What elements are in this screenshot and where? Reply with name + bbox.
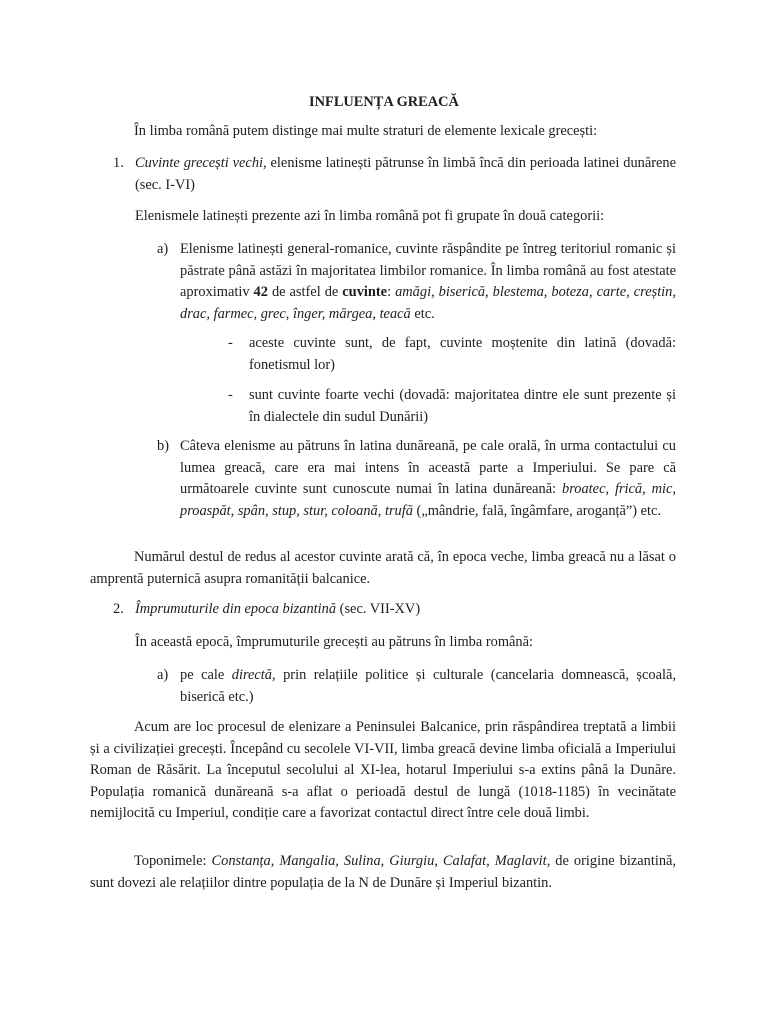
item-a-word: cuvinte — [342, 284, 388, 300]
item-a-count: 42 — [253, 284, 268, 300]
section-1-conclusion: Numărul destul de redus al acestor cuvinte arată că, în epoca veche, limba greacă nu a lăsat o amprentă puternică asupra romanității balcanice. — [90, 549, 676, 587]
section-2-item-a-emph: directă — [231, 667, 272, 683]
item-b-label: b) — [157, 438, 169, 454]
section-2-item-a-paragraph — [180, 665, 676, 708]
item-b-paragraph — [180, 436, 676, 522]
section-2-item-a-label: a) — [157, 667, 169, 683]
bullet-2-dash: - — [228, 387, 233, 403]
section-2-intro: În această epocă, împrumuturile grecești au pătruns în limba română: — [135, 634, 533, 650]
item-a-examples: amăgi, biserică, blestema, boteza, carte, creștin, drac, farmec, grec, înger, mărgea, teacă — [180, 284, 676, 322]
item-a-etc: etc. — [410, 305, 435, 322]
bullet-1-dash: - — [228, 335, 233, 351]
toponyms-paragraph — [90, 851, 676, 894]
section-2-body-paragraph: Acum are loc procesul de elenizare a Peninsulei Balcanice, prin răspândirea treptată a limbii și a civilizației grecești. Începând cu secolele VI-VII, limba greacă devine limba oficială a Imperiului Roman de Răsărit. La începutul secolului al XI-lea, hotarul Imperiului s-a extins până la Dunăre. Populația romanică dunăreană s-a aflat o perioadă destul de lungă (1018-1185) în vecinătate nemijlocită cu Imperiul, condiție care a favorizat contactul direct între cele două limbi. — [90, 719, 676, 821]
toponyms-text: , de origine bizantină, sunt dovezi ale relațiilor dintre populația de la N de Dunăre și Imperiul bizantin. — [90, 853, 677, 891]
toponyms-list: Constanța, Mangalia, Sulina, Giurgiu, Calafat, Maglavit — [211, 853, 547, 869]
section-2-number: 2. — [113, 601, 124, 617]
section-1-heading: Cuvinte grecești vechi — [135, 155, 264, 171]
page-title: INFLUENȚA GREACĂ — [309, 94, 459, 110]
section-1-number: 1. — [113, 155, 124, 171]
item-b-text: Câteva elenisme au pătruns în latina dunăreană, pe cale orală, în urma contactului cu lumea greacă, care era mai intens în această parte a Imperiului. Se pare că următoarele cuvinte sunt cunoscute numai în latina dunăreană: — [180, 438, 676, 497]
section-1-text: , elenisme latinești pătrunse în limbă încă din perioada latinei dunărene (sec. I-VI) — [135, 155, 676, 193]
groups-intro: Elenismele latinești prezente azi în limba română pot fi grupate în două categorii: — [135, 208, 605, 224]
item-b-examples: broatec, frică, mic, proaspăt, spân, stup, stur, coloană, trufă — [180, 481, 676, 519]
bullet-2-text: sunt cuvinte foarte vechi (dovadă: majoritatea dintre ele sunt prezente și în dialectele din sudul Dunării) — [249, 387, 676, 425]
section-1-paragraph — [135, 153, 676, 196]
item-a-paragraph — [180, 239, 676, 325]
section-2-item-a-text: , prin relațiile politice și culturale (cancelaria domnească, școală, biserică etc.) — [180, 667, 676, 705]
intro-paragraph: În limba română putem distinge mai multe straturi de elemente lexicale grecești: — [134, 123, 598, 139]
section-2-item-a-pre: pe cale — [180, 667, 232, 683]
item-b-gloss: („mândrie, fală, îngâmfare, aroganță”) etc. — [412, 502, 662, 519]
item-a-text: Elenisme latinești general-romanice, cuvinte răspândite pe întreg teritoriul romanic și păstrate până astăzi în majoritatea limbilor romanice. În limba română au fost atestate aproximativ — [180, 241, 676, 300]
bullet-1-text: aceste cuvinte sunt, de fapt, cuvinte moștenite din latină (dovadă: fonetismul lor) — [249, 335, 676, 373]
section-2-period: (sec. VII-XV) — [336, 601, 421, 617]
section-2-heading: Împrumuturile din epoca bizantină — [135, 601, 337, 617]
toponyms-label: Toponimele: — [134, 853, 212, 869]
item-a-mid: de astfel de — [267, 284, 343, 300]
item-a-colon: : — [387, 284, 396, 300]
item-a-label: a) — [157, 241, 169, 257]
section-2-paragraph — [135, 599, 676, 621]
